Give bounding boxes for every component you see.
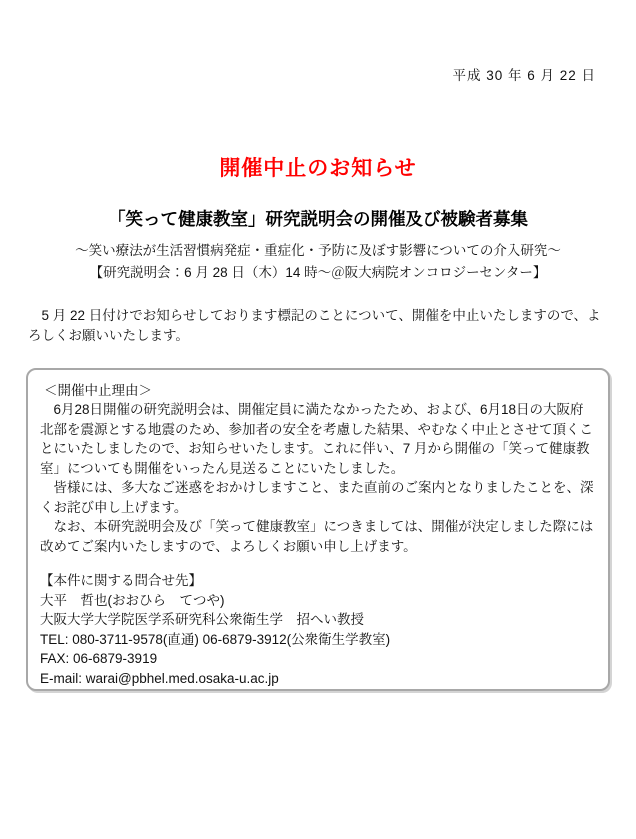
reason-paragraph-1: 6月28日開催の研究説明会は、開催定員に満たなかったため、および、6月18日の大阪府北部を震源とする地震のため、参加者の安全を考慮した結果、やむなく中止とさせて頂くことにいたしましたので、お知らせいたします。これに伴い、7 月から開催の「笑って健康教室」についても開催をいったん見送ることにいたしました。 bbox=[40, 402, 593, 476]
contact-name: 大平 哲也(おおひら てつや) bbox=[40, 592, 225, 608]
contact-fax: FAX: 06-6879-3919 bbox=[40, 651, 158, 666]
contact-email: E-mail: warai@pbhel.med.osaka-u.ac.jp bbox=[40, 670, 279, 686]
contact-affiliation: 大阪大学大学院医学系研究科公衆衛生学 招へい教授 bbox=[40, 612, 364, 627]
contact-block bbox=[40, 571, 596, 688]
reason-paragraph-2: 皆様には、多大なご迷惑をおかけしますこと、また直前のご案内となりましたことを、深くお詫び申し上げます。 bbox=[40, 480, 594, 515]
contact-tel: TEL: 080-3711-9578(直通) 06-6879-3912(公衆衛生学教室) bbox=[40, 631, 391, 647]
contact-heading: 【本件に関する問合せ先】 bbox=[40, 573, 202, 588]
study-session-title: 「笑って健康教室」研究説明会の開催及び被験者募集 bbox=[108, 209, 528, 229]
cancellation-notice-title: 開催中止のお知らせ bbox=[219, 157, 417, 180]
reason-heading: ＜開催中止理由＞ bbox=[44, 383, 152, 398]
document-date: 平成 30 年 6 月 22 日 bbox=[452, 68, 596, 83]
reason-paragraph-3: なお、本研究説明会及び「笑って健康教室」につきましては、開催が決定しました際には改めてご案内いたしますので、よろしくお願い申し上げます。 bbox=[40, 519, 594, 554]
cancellation-reason-box bbox=[26, 368, 610, 691]
session-info-line: 【研究説明会：6 月 28 日（木）14 時～＠阪大病院オンコロジーセンター】 bbox=[89, 265, 547, 280]
study-subtitle: ～笑い療法が生活習慣病発症・重症化・予防に及ぼす影響についての介入研究～ bbox=[75, 243, 561, 258]
intro-paragraph: 5 月 22 日付けでお知らせしております標記のことについて、開催を中止いたしますので、よろしくお願いいたします。 bbox=[28, 308, 601, 343]
